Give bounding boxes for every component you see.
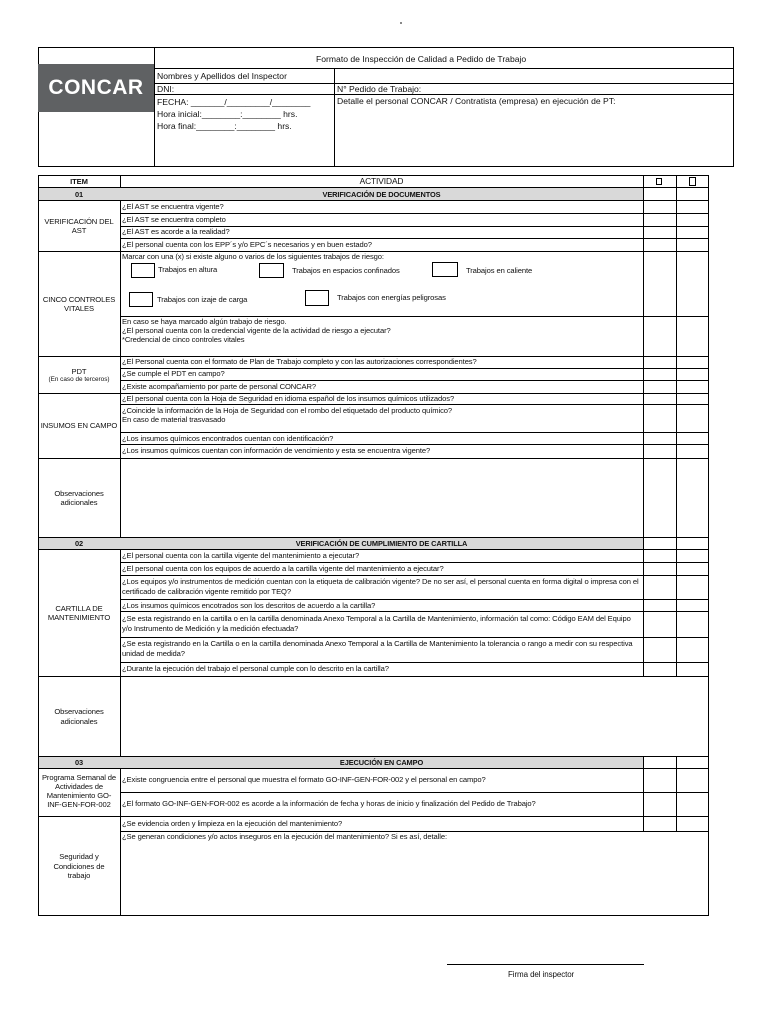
question-insumos-3: ¿Los insumos químicos encontrados cuentan con identificación? [122,434,334,443]
observaciones-2-field[interactable] [121,677,642,756]
group-programa-wrap [38,769,120,816]
detalle-label: Detalle el personal CONCAR / Contratista (empresa) en ejecución de PT: [337,96,616,106]
risk-checkbox-confinados[interactable] [259,263,284,278]
question-ast-1: ¿El AST se encuentra vigente? [122,202,224,211]
section-01-title: VERIFICACIÓN DE DOCUMENTOS [322,189,441,199]
section-01-num: 01 [74,189,84,199]
question-cartilla-5: ¿Se esta registrando en la cartilla o en la cartilla denominada Anexo Temporal a la Cartilla de Mantenimiento, información tal como: Código EAM del Equipo y/o Instrumento de Medición y la medición efectuada? [122,614,631,633]
risk-label-energias: Trabajos con energías peligrosas [337,293,446,302]
item-header: ITEM [70,176,88,186]
header-checkbox-2[interactable] [689,177,696,186]
group-observaciones-1: Observaciones adicionales [54,488,104,507]
form-title: Formato de Inspección de Calidad a Pedido de Trabajo [316,54,527,64]
question-ast-2: ¿El AST se encuentra completo [122,215,226,224]
question-seguridad-2: ¿Se generan condiciones y/o actos inseguros en la ejecución del mantenimiento? Si es así, detalle: [122,832,447,841]
observaciones-1-field[interactable] [121,459,642,537]
risk-label-caliente: Trabajos en caliente [466,266,533,275]
question-pdt-1: ¿El Personal cuenta con el formato de Plan de Trabajo completo y con las autorizaciones correspondientes? [122,357,477,366]
pedido-label: N° Pedido de Trabajo: [337,84,422,94]
risk-checkbox-caliente[interactable] [432,262,458,277]
risk-label-izaje: Trabajos con izaje de carga [157,295,248,304]
cinco-q3: *Credencial de cinco controles vitales [122,335,245,344]
risk-checkbox-altura[interactable] [131,263,155,278]
group-seguridad: Seguridad y Condiciones de trabajo [53,852,105,881]
question-cartilla-4: ¿Los insumos químicos encotrados son los descritos de acuerdo a la cartilla? [122,601,376,610]
cinco-q1: En caso se haya marcado algún trabajo de riesgo. [122,317,287,326]
question-pdt-2: ¿Se cumple el PDT en campo? [122,369,225,378]
risk-label-confinados: Trabajos en espacios confinados [292,266,400,275]
cinco-intro: Marcar con una (x) si existe alguno o varios de los siguientes trabajos de riesgo: [122,252,384,261]
question-cartilla-2: ¿El personal cuenta con los equipos de acuerdo a la cartilla vigente del mantenimiento a ejecutar? [122,564,444,573]
question-cartilla-7: ¿Durante la ejecución del trabajo el personal cumple con lo descrito en la cartilla? [122,664,389,673]
group-pdt [40,357,118,393]
section-02-title: VERIFICACIÓN DE CUMPLIMIENTO DE CARTILLA [295,539,468,548]
question-programa-1: ¿Existe congruencia entre el personal que muestra el formato GO-INF-GEN-FOR-002 y el personal en campo? [122,775,486,784]
hora-final-label: Hora final:________:________ hrs. [157,121,292,131]
risk-checkbox-energias[interactable] [305,290,329,306]
dni-label: DNI: [157,84,175,94]
hora-inicial-label: Hora inicial:________:________ hrs. [157,109,298,119]
concar-logo [38,64,154,112]
question-seguridad-1: ¿Se evidencia orden y limpieza en la ejecución del mantenimiento? [122,819,343,828]
question-cartilla-3: ¿Los equipos y/o instrumentos de medición cuentan con la etiqueta de calibración vigente? De no ser así, el personal cuenta en forma digital o impresa con el certificado de calibración vigente remitido por TEQ? [122,577,639,596]
group-pdt-sub: (En caso de terceros) [48,376,110,384]
actividad-header: ACTIVIDAD [359,175,404,186]
seguridad-detail-field[interactable] [121,843,708,915]
group-programa: Programa Semanal de Actividades de Mantenimiento GO-INF-GEN-FOR-002 [41,773,117,809]
question-insumos-1: ¿El personal cuenta con la Hoja de Seguridad en idioma español de los insumos químicos utilizados? [122,394,455,403]
group-ast: VERIFICACIÓN DEL AST [44,216,114,235]
question-cartilla-6: ¿Se esta registrando en la Cartilla o en la cartilla denominada Anexo Temporal a la Cartilla de Mantenimiento la tolerancia o rango a medir con su respectiva unidad de medida? [122,639,633,658]
signature-label: Firma del inspector [508,970,575,979]
question-programa-2: ¿El formato GO-INF-GEN-FOR-002 es acorde a la información de fecha y horas de inicio y finalización del Pedido de Trabajo? [122,799,536,808]
page-dot [400,22,402,24]
group-insumos: INSUMOS EN CAMPO [40,421,118,431]
question-ast-4: ¿El personal cuenta con los EPP´s y/o EPC´s necesarios y en buen estado? [122,240,372,249]
group-cinco-controles: CINCO CONTROLES VITALES [42,294,116,313]
section-03-num: 03 [74,758,84,767]
inspector-name-label: Nombres y Apellidos del Inspector [157,71,287,81]
question-insumos-2b: En caso de material trasvasado [122,415,226,424]
fecha-label: FECHA: _______/_________/________ [157,97,311,107]
group-observaciones-2: Observaciones adicionales [54,707,104,726]
signature-line [447,964,644,965]
section-02-num: 02 [74,539,84,548]
question-insumos-2a: ¿Coincide la información de la Hoja de Seguridad con el rombo del etiquetado del producto químico? [122,406,453,415]
group-pdt-label: PDT [71,366,87,376]
header-checkbox-1[interactable] [656,178,662,185]
question-cartilla-1: ¿El personal cuenta con la cartilla vigente del mantenimiento a ejecutar? [122,551,360,560]
question-pdt-3: ¿Existe acompañamiento por parte de personal CONCAR? [122,382,317,391]
group-cartilla: CARTILLA DE MANTENIMIENTO [47,603,111,622]
risk-checkbox-izaje[interactable] [129,292,153,307]
logo-text: CONCAR [48,76,144,99]
section-03-title: EJECUCIÓN EN CAMPO [339,758,424,767]
question-insumos-4: ¿Los insumos químicos cuentan con información de vencimiento y esta se encuentra vigente? [122,446,431,455]
risk-label-altura: Trabajos en altura [158,265,218,274]
cinco-q2: ¿El personal cuenta con la credencial vigente de la actividad de riesgo a ejecutar? [122,326,391,335]
question-ast-3: ¿El AST es acorde a la realidad? [122,227,230,236]
